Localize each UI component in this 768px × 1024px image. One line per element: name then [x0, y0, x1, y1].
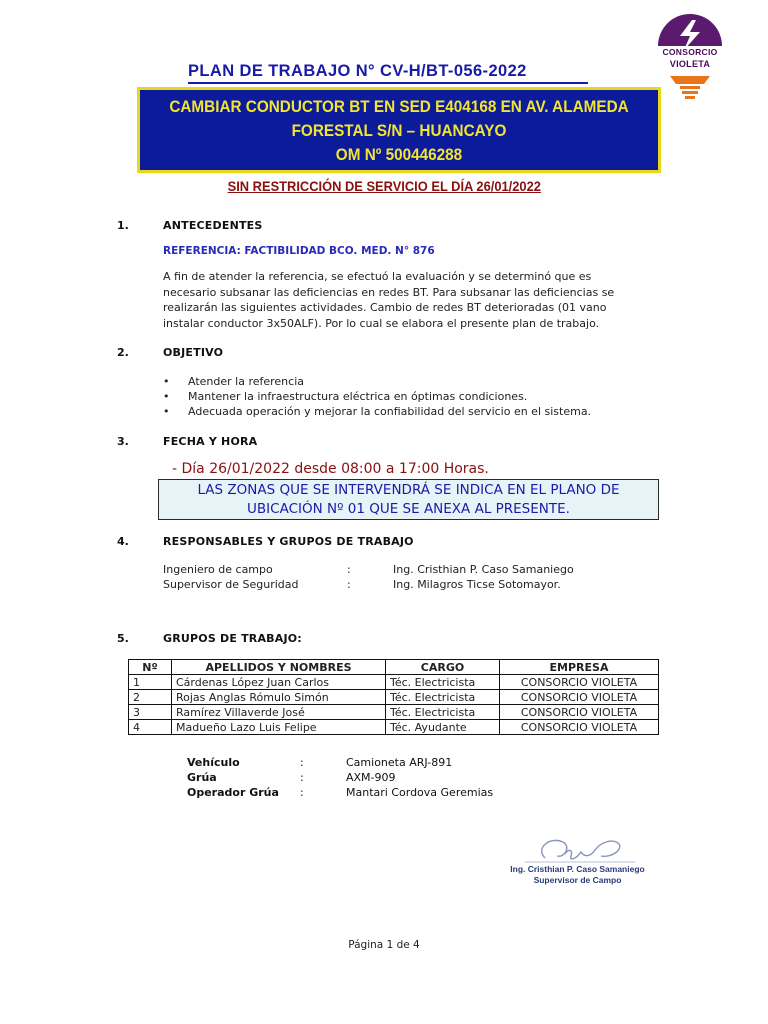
- cell-company: CONSORCIO VIOLETA: [500, 705, 659, 720]
- column-header-role: CARGO: [386, 660, 500, 675]
- crew-table: [128, 659, 659, 735]
- crane-label: Grúa: [187, 771, 217, 784]
- banner-line-1: CAMBIAR CONDUCTOR BT EN SED E404168 EN AV. ALAMEDA: [169, 97, 629, 116]
- date-time-line: - Día 26/01/2022 desde 08:00 a 17:00 Horas.: [172, 461, 489, 477]
- signer-role: Supervisor de Campo: [533, 875, 622, 885]
- objective-item: • Atender la referencia: [163, 375, 304, 388]
- paragraph-line: necesario subsanar las deficiencias en redes BT. Para subsanar las deficiencias se: [163, 285, 615, 299]
- table-row: [129, 720, 659, 735]
- crane-operator-value: Mantari Cordova Geremias: [346, 786, 494, 799]
- paragraph-line: realizarán las siguientes actividades. Cambio de redes BT deterioradas (01 vano: [163, 301, 607, 314]
- service-restriction-note: [0, 176, 768, 195]
- responsible-role: Supervisor de Seguridad: [163, 578, 299, 591]
- section-1-number: 1.: [117, 219, 129, 232]
- crane-operator-separator: :: [300, 786, 304, 799]
- vehicle-value: Camioneta ARJ-891: [346, 756, 453, 769]
- reference-line: REFERENCIA: FACTIBILIDAD BCO. MED. N° 876: [163, 245, 435, 257]
- section-5-title: GRUPOS DE TRABAJO:: [163, 632, 302, 645]
- zones-notice-box: [158, 479, 659, 520]
- section-2-number: 2.: [117, 346, 129, 359]
- cell-company: CONSORCIO VIOLETA: [500, 675, 659, 690]
- crane-separator: :: [300, 771, 304, 784]
- crane-operator-label: Operador Grúa: [187, 786, 279, 799]
- page-title: PLAN DE TRABAJO N° CV-H/BT-056-2022: [188, 62, 527, 80]
- cell-role: Téc. Ayudante: [386, 720, 500, 735]
- restriction-text: SIN RESTRICCIÓN DE SERVICIO EL DÍA 26/01/2022: [227, 178, 541, 194]
- cell-number: 3: [129, 705, 172, 720]
- banner-line-2: FORESTAL S/N – HUANCAYO: [291, 121, 507, 140]
- paragraph-line: instalar conductor 3x50ALF). Por lo cual se elabora el presente plan de trabajo.: [163, 316, 600, 330]
- column-header-names: APELLIDOS Y NOMBRES: [172, 660, 386, 675]
- table-row: [129, 690, 659, 705]
- paragraph-line: A fin de atender la referencia, se efectuó la evaluación y se determinó que es: [163, 270, 592, 283]
- cell-number: 4: [129, 720, 172, 735]
- cell-number: 1: [129, 675, 172, 690]
- logo-text-violeta: VIOLETA: [669, 59, 711, 69]
- bullet-icon: •: [163, 375, 170, 388]
- work-description-banner: [137, 87, 661, 173]
- bullet-icon: •: [163, 405, 170, 418]
- bullet-icon: •: [163, 390, 170, 403]
- page-number: Página 1 de 4: [348, 939, 420, 951]
- responsible-role: Ingeniero de campo: [163, 563, 273, 576]
- zones-line-1: LAS ZONAS QUE SE INTERVENDRÁ SE INDICA EN EL PLANO DE: [197, 482, 620, 498]
- column-header-number: Nº: [129, 660, 172, 675]
- signature-block: [490, 864, 665, 886]
- crane-value: AXM-909: [346, 771, 396, 784]
- section-4-title: RESPONSABLES Y GRUPOS DE TRABAJO: [163, 535, 414, 548]
- responsible-name: Ing. Cristhian P. Caso Samaniego: [393, 563, 574, 576]
- antecedentes-paragraph: [163, 269, 658, 331]
- cell-role: Téc. Electricista: [386, 690, 500, 705]
- section-4-number: 4.: [117, 535, 129, 548]
- vehicle-separator: :: [300, 756, 304, 769]
- zones-line-2: UBICACIÓN Nº 01 QUE SE ANEXA AL PRESENTE.: [247, 501, 570, 517]
- cell-company: CONSORCIO VIOLETA: [500, 720, 659, 735]
- section-3-title: FECHA Y HORA: [163, 435, 258, 448]
- section-3-number: 3.: [117, 435, 129, 448]
- cell-name: Rojas Anglas Rómulo Simón: [172, 690, 386, 705]
- cell-role: Téc. Electricista: [386, 705, 500, 720]
- vehicle-label: Vehículo: [187, 756, 240, 769]
- cell-number: 2: [129, 690, 172, 705]
- cell-role: Téc. Electricista: [386, 675, 500, 690]
- cell-name: Ramírez Villaverde José: [172, 705, 386, 720]
- column-header-company: EMPRESA: [500, 660, 659, 675]
- section-2-title: OBJETIVO: [163, 346, 224, 359]
- responsible-separator: :: [347, 578, 351, 591]
- title-underline: [188, 82, 588, 84]
- objective-item: • Adecuada operación y mejorar la confiabilidad del servicio en el sistema.: [163, 405, 592, 418]
- cell-name: Madueño Lazo Luis Felipe: [172, 720, 386, 735]
- table-header-row: [129, 660, 659, 675]
- responsible-name: Ing. Milagros Ticse Sotomayor.: [393, 578, 561, 591]
- logo-text-consorcio: CONSORCIO: [662, 47, 718, 57]
- table-row: [129, 705, 659, 720]
- cell-name: Cárdenas López Juan Carlos: [172, 675, 386, 690]
- section-5-number: 5.: [117, 632, 129, 645]
- objective-item: • Mantener la infraestructura eléctrica en óptimas condiciones.: [163, 390, 528, 403]
- signer-name: Ing. Cristhian P. Caso Samaniego: [510, 864, 645, 874]
- cell-company: CONSORCIO VIOLETA: [500, 690, 659, 705]
- table-row: [129, 675, 659, 690]
- banner-line-3: OM Nº 500446288: [335, 145, 463, 164]
- responsible-separator: :: [347, 563, 351, 576]
- section-1-title: ANTECEDENTES: [163, 219, 263, 232]
